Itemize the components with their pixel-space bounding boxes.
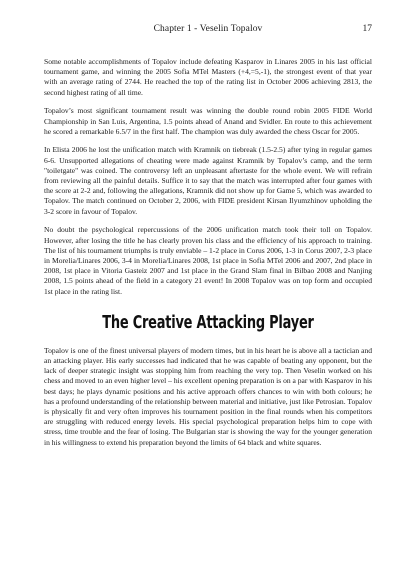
paragraph-attacking-player: Topalov is one of the finest universal players of modern times, but in his heart he is above all a tactician and an attacking player. His early successes had indicated that he was capable of beating any opponent, but the lack of deeper strategic insight was stopping him from reaching the very top. Then Veselin worked on his chess and moved to an even higher level – his excellent opening preparation is on a par with Kasparov in his best days; he plays dynamic positions and his active approach offers chances to win with both colours; he has a profound understanding of the relationship between material and initiative, just like Petrosian. Topalov is physically fit and very often improves his tournament position in the final rounds when his competitors are struggling with reduced energy levels. His special psychological preparation helps him to cope with stress, time trouble and the fear of losing. The Bulgarian star is showing the way for the younger generation in his willingness to extend his preparation beyond the limits of 64 black and white squares. — [44, 345, 372, 447]
paragraph-world-championship: Topalov’s most significant tournament result was winning the double round robin 2005 FIDE World Championship in San Luis, Argentina, 1.5 points ahead of Anand and Svidler. En route to this achievement he scored a remarkable 6.5/7 in the first half. The champion was duly awarded the chess Oscar for 2005. — [44, 106, 372, 136]
paragraph-unification-match: In Elista 2006 he lost the unification match with Kramnik on tiebreak (1.5-2.5) after tying in regular games 6-6. Unsupported allegations of cheating were made against Kramnik by Topalov’s camp, and the term "toiletgate" was coined. The controversy left an unpleasant aftertaste for the whole event. We will refrain from reviewing all the painful details. Suffice it to say that the match was interrupted after four games with the score at 2-2 and, following the allegations, Kramnik did not show up for Game 5, which was awarded to Topalov. The match continued on October 2, 2006, with FIDE president Kirsan Ilyumzhinov upholding the 3-2 score in favour of Topalov. — [44, 145, 372, 216]
running-head — [44, 24, 372, 38]
section-heading: The Creative Attacking Player — [102, 312, 314, 333]
paragraph-tournament-triumphs: No doubt the psychological repercussions of the 2006 unification match took their toll on Topalov. However, after losing the title he has clearly proven his class and the efficiency of his approach to training. The list of his tournament triumphs is truly enviable – 1-2 place in Corus 2006, 1-3 in Corus 2007, 2-3 place in Morelia/Linares 2006, 3-4 in Morelia/Linares 2008, 1st place in Sofia MTel 2006 and 2007, 2nd place in 2008, 1st place in Vitoria Gasteiz 2007 and 1st place in the Grand Slam final in Bilbao 2008 and Nanjing 2008, 1.5 points ahead of the field in a category 21 event! In 2008 Topalov was on top form and occupied 1st place in the rating list. — [44, 225, 372, 296]
body-text — [44, 57, 372, 456]
running-title: Chapter 1 - Veselin Topalov — [153, 24, 263, 34]
page-number: 17 — [362, 24, 372, 34]
paragraph-accomplishments: Some notable accomplishments of Topalov include defeating Kasparov in Linares 2005 in his last official tournament game, and winning the 2005 Sofia MTel Masters (+4,=5,-1), the strongest event of that year with an average rating of 2744. He reached the top of the rating list in October 2006 achieving 2813, the second highest rating of all time. — [44, 57, 372, 97]
